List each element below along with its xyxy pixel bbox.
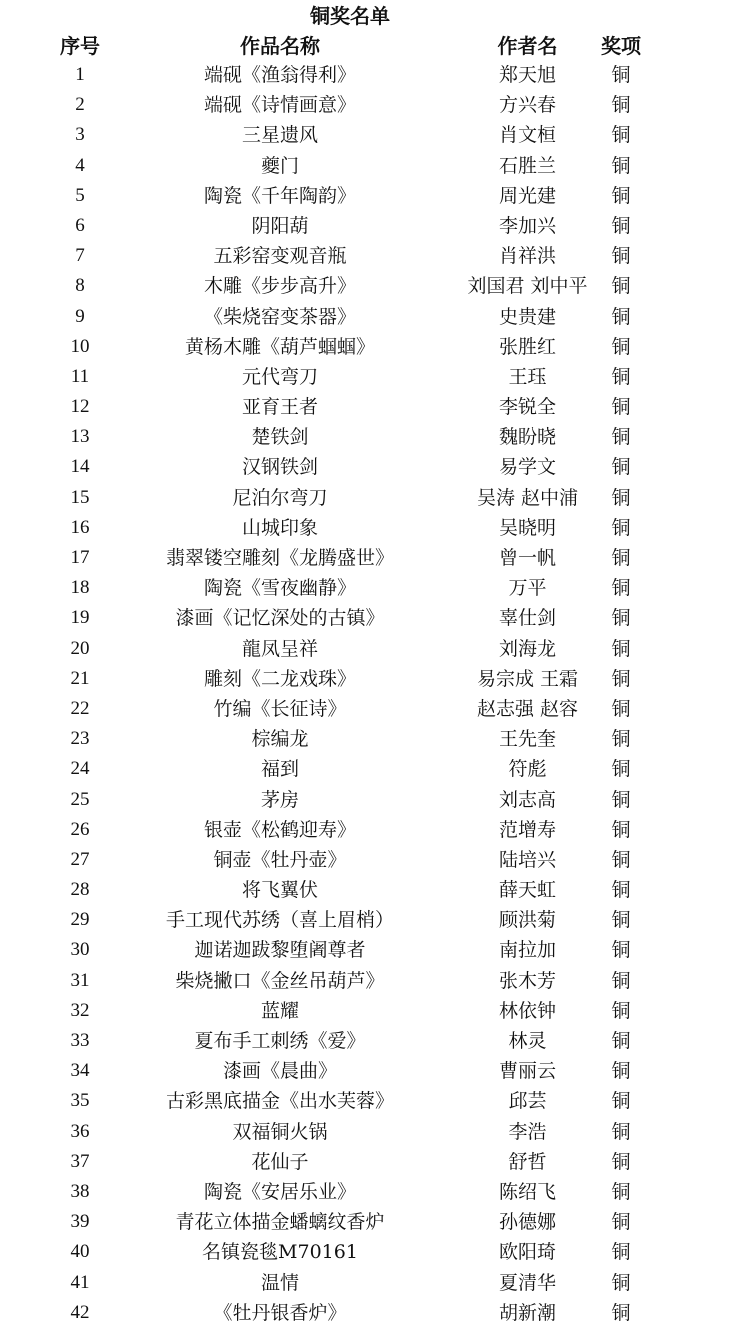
cell-work: 黄杨木雕《葫芦蝈蝈》 (184, 335, 375, 358)
cell-author: 王先奎 (498, 728, 556, 751)
cell-no: 7 (75, 245, 85, 267)
table-row (0, 996, 750, 1026)
cell-award: 铜 (611, 64, 631, 86)
cell-award: 铜 (611, 848, 631, 871)
cell-work: 茅房 (260, 788, 299, 811)
cell-award: 铜 (611, 154, 631, 177)
cell-no: 4 (75, 154, 85, 176)
header-work: 作品名称 (240, 34, 320, 58)
cell-work: 陶瓷《安居乐业》 (203, 1180, 356, 1203)
table-row (0, 151, 750, 181)
table-body (0, 60, 750, 1328)
cell-work: 夔门 (260, 154, 299, 177)
cell-work: 蓝耀 (260, 999, 299, 1022)
table-row (0, 241, 750, 271)
table-row (0, 483, 750, 513)
cell-award: 铜 (611, 818, 631, 841)
cell-author: 刘海龙 (498, 637, 556, 660)
cell-work: 元代弯刀 (241, 365, 318, 388)
cell-no: 13 (70, 426, 90, 448)
cell-no: 25 (70, 788, 90, 810)
cell-no: 26 (70, 818, 90, 840)
table-row (0, 935, 750, 965)
cell-no: 36 (70, 1120, 90, 1142)
cell-author: 刘国君 刘中平 (467, 275, 588, 298)
cell-author: 辜仕剑 (498, 607, 556, 630)
table-row (0, 573, 750, 603)
cell-work: 楚铁剑 (251, 426, 309, 449)
table-row (0, 543, 750, 573)
cell-author: 方兴春 (498, 94, 556, 117)
cell-award: 铜 (611, 1150, 631, 1173)
table-row (0, 120, 750, 150)
cell-no: 34 (70, 1060, 90, 1082)
cell-author: 万平 (508, 577, 547, 600)
table-row (0, 1086, 750, 1116)
table-row (0, 362, 750, 392)
cell-no: 14 (70, 456, 90, 478)
table-row (0, 452, 750, 482)
cell-award: 铜 (611, 396, 631, 419)
cell-no: 5 (75, 184, 85, 206)
cell-award: 铜 (611, 1301, 631, 1324)
cell-no: 1 (75, 64, 85, 85)
cell-award: 铜 (611, 456, 631, 479)
cell-work: 手工现代苏绣（喜上眉梢） (165, 909, 394, 932)
cell-author: 薛天虹 (498, 879, 556, 902)
cell-work: 木雕《步步高升》 (203, 275, 356, 298)
header-no: 序号 (60, 34, 100, 58)
cell-work: 竹编《长征诗》 (213, 697, 347, 720)
cell-no: 12 (70, 396, 90, 418)
cell-author: 邱芸 (508, 1090, 547, 1113)
cell-award: 铜 (611, 365, 631, 388)
cell-work: 亚育王者 (241, 396, 318, 419)
cell-work: 夏布手工刺绣《爱》 (194, 1030, 366, 1052)
cell-award: 铜 (611, 577, 631, 600)
cell-no: 2 (75, 94, 85, 116)
cell-no: 30 (70, 939, 90, 961)
cell-author: 林灵 (508, 1030, 547, 1052)
cell-work: 龍凤呈祥 (241, 637, 318, 660)
cell-author: 张木芳 (498, 969, 556, 992)
cell-work: 阴阳葫 (251, 214, 309, 237)
cell-work: 端砚《诗情画意》 (203, 94, 356, 117)
cell-author: 陆培兴 (498, 848, 556, 871)
cell-no: 31 (70, 969, 90, 991)
table-row (0, 815, 750, 845)
cell-author: 张胜红 (498, 335, 556, 358)
cell-award: 铜 (611, 214, 631, 237)
cell-no: 41 (70, 1271, 90, 1293)
table-row (0, 211, 750, 241)
table-row (0, 845, 750, 875)
cell-work: 名镇瓷毯M70161 (202, 1241, 358, 1264)
table-row (0, 634, 750, 664)
table-row (0, 1177, 750, 1207)
cell-author: 顾洪菊 (498, 909, 556, 932)
table-row (0, 1298, 750, 1328)
cell-work: 三星遗风 (241, 124, 318, 147)
cell-no: 38 (70, 1180, 90, 1202)
cell-award: 铜 (611, 667, 631, 690)
cell-author: 陈绍飞 (498, 1180, 556, 1203)
cell-award: 铜 (611, 999, 631, 1022)
cell-author: 王珏 (508, 365, 547, 388)
cell-award: 铜 (611, 697, 631, 720)
cell-award: 铜 (611, 124, 631, 147)
cell-no: 8 (75, 275, 85, 297)
cell-work: 翡翠镂空雕刻《龙腾盛世》 (165, 547, 394, 569)
cell-no: 10 (70, 335, 90, 357)
table-row (0, 1237, 750, 1267)
cell-award: 铜 (611, 1271, 631, 1294)
cell-author: 郑天旭 (498, 64, 556, 86)
cell-work: 陶瓷《千年陶韵》 (203, 184, 356, 207)
cell-work: 花仙子 (251, 1150, 309, 1173)
cell-no: 17 (70, 547, 90, 568)
cell-work: 《牡丹银香炉》 (213, 1301, 347, 1324)
cell-work: 福到 (260, 758, 299, 781)
table-row (0, 875, 750, 905)
cell-author: 赵志强 赵容 (476, 697, 579, 720)
cell-no: 24 (70, 758, 90, 780)
cell-author: 符彪 (508, 758, 547, 781)
table-row (0, 603, 750, 633)
cell-author: 石胜兰 (498, 154, 556, 177)
cell-author: 曹丽云 (498, 1060, 556, 1083)
cell-author: 吴涛 赵中浦 (476, 486, 579, 509)
cell-author: 南拉加 (498, 939, 556, 962)
cell-no: 16 (70, 516, 90, 538)
cell-award: 铜 (611, 1060, 631, 1083)
cell-author: 曾一帆 (498, 547, 556, 569)
table-row (0, 1056, 750, 1086)
cell-author: 肖文桓 (498, 124, 556, 147)
cell-author: 舒哲 (508, 1150, 547, 1173)
cell-author: 孙德娜 (498, 1211, 556, 1234)
cell-work: 《柴烧窑变茶器》 (203, 305, 356, 328)
cell-work: 陶瓷《雪夜幽静》 (203, 577, 356, 600)
cell-no: 18 (70, 577, 90, 599)
cell-author: 易学文 (498, 456, 556, 479)
cell-work: 青花立体描金蟠螭纹香炉 (175, 1211, 385, 1234)
cell-work: 五彩窑变观音瓶 (213, 245, 347, 268)
cell-award: 铜 (611, 1120, 631, 1143)
cell-no: 19 (70, 607, 90, 629)
cell-no: 29 (70, 909, 90, 931)
cell-no: 15 (70, 486, 90, 508)
cell-work: 温情 (260, 1271, 299, 1294)
cell-work: 漆画《晨曲》 (222, 1060, 337, 1083)
cell-work: 漆画《记忆深处的古镇》 (175, 607, 385, 630)
table-row (0, 724, 750, 754)
cell-author: 李锐全 (498, 396, 556, 419)
table-row (0, 1026, 750, 1056)
table-row (0, 966, 750, 996)
cell-author: 李浩 (508, 1120, 547, 1143)
cell-no: 35 (70, 1090, 90, 1112)
cell-award: 铜 (611, 788, 631, 811)
cell-work: 棕编龙 (251, 728, 309, 751)
cell-award: 铜 (611, 969, 631, 992)
cell-work: 山城印象 (241, 516, 318, 539)
table-row (0, 694, 750, 724)
table-row (0, 271, 750, 301)
cell-award: 铜 (611, 1090, 631, 1113)
cell-work: 铜壶《牡丹壶》 (213, 848, 347, 871)
page-title: 铜奖名单 (310, 4, 390, 28)
cell-award: 铜 (611, 1030, 631, 1052)
cell-award: 铜 (611, 245, 631, 268)
table-row (0, 302, 750, 332)
header-author: 作者名 (497, 34, 558, 58)
cell-award: 铜 (611, 486, 631, 509)
cell-no: 23 (70, 728, 90, 750)
table-row (0, 90, 750, 120)
cell-no: 40 (70, 1241, 90, 1263)
cell-no: 22 (70, 697, 90, 719)
header-award: 奖项 (601, 34, 641, 58)
cell-no: 27 (70, 848, 90, 870)
table-row (0, 513, 750, 543)
cell-award: 铜 (611, 305, 631, 328)
cell-award: 铜 (611, 879, 631, 902)
cell-work: 尼泊尔弯刀 (232, 486, 328, 509)
table-row (0, 60, 750, 90)
cell-work: 端砚《渔翁得利》 (203, 64, 356, 86)
cell-award: 铜 (611, 426, 631, 449)
cell-award: 铜 (611, 184, 631, 207)
cell-award: 铜 (611, 1241, 631, 1264)
cell-award: 铜 (611, 547, 631, 569)
table-row (0, 1147, 750, 1177)
cell-work: 将飞翼伏 (241, 879, 318, 902)
cell-author: 魏盼晓 (498, 426, 556, 449)
cell-work: 迦诺迦跋黎堕阇尊者 (194, 939, 366, 962)
cell-no: 3 (75, 124, 85, 146)
cell-author: 吴晓明 (498, 516, 556, 539)
cell-work: 雕刻《二龙戏珠》 (203, 667, 356, 690)
cell-no: 37 (70, 1150, 90, 1172)
cell-no: 11 (70, 365, 90, 387)
cell-award: 铜 (611, 335, 631, 358)
cell-no: 39 (70, 1211, 90, 1233)
cell-author: 欧阳琦 (498, 1241, 556, 1264)
cell-author: 易宗成 王霜 (476, 667, 579, 690)
cell-award: 铜 (611, 909, 631, 932)
cell-award: 铜 (611, 516, 631, 539)
table-row (0, 1207, 750, 1237)
table-row (0, 1117, 750, 1147)
cell-author: 夏清华 (498, 1271, 556, 1294)
cell-award: 铜 (611, 758, 631, 781)
cell-author: 范增寿 (498, 818, 556, 841)
cell-award: 铜 (611, 939, 631, 962)
cell-author: 周光建 (498, 184, 556, 207)
cell-no: 42 (70, 1301, 90, 1323)
cell-award: 铜 (611, 728, 631, 751)
cell-author: 肖祥洪 (498, 245, 556, 268)
table-row (0, 754, 750, 784)
cell-no: 21 (70, 667, 90, 689)
cell-no: 28 (70, 879, 90, 901)
table-row (0, 664, 750, 694)
cell-award: 铜 (611, 94, 631, 117)
table-row (0, 785, 750, 815)
cell-work: 柴烧撇口《金丝吊葫芦》 (175, 969, 385, 992)
cell-award: 铜 (611, 275, 631, 298)
cell-award: 铜 (611, 1211, 631, 1234)
cell-author: 史贵建 (498, 305, 556, 328)
table-row (0, 181, 750, 211)
table-row (0, 332, 750, 362)
cell-award: 铜 (611, 1180, 631, 1203)
cell-work: 双福铜火锅 (232, 1120, 328, 1143)
cell-no: 9 (75, 305, 85, 327)
cell-award: 铜 (611, 607, 631, 630)
cell-award: 铜 (611, 637, 631, 660)
cell-author: 刘志高 (498, 788, 556, 811)
cell-author: 胡新潮 (498, 1301, 556, 1324)
table-row (0, 1268, 750, 1298)
table-header (0, 32, 750, 60)
table-row (0, 905, 750, 935)
cell-no: 33 (70, 1030, 90, 1051)
cell-no: 20 (70, 637, 90, 659)
cell-author: 林依钟 (498, 999, 556, 1022)
table-row (0, 422, 750, 452)
cell-work: 银壶《松鹤迎寿》 (203, 818, 356, 841)
table-row (0, 392, 750, 422)
cell-work: 汉钢铁剑 (241, 456, 318, 479)
cell-author: 李加兴 (498, 214, 556, 237)
cell-work: 古彩黑底描金《出水芙蓉》 (165, 1090, 394, 1113)
cell-no: 6 (75, 214, 85, 236)
cell-no: 32 (70, 999, 90, 1021)
